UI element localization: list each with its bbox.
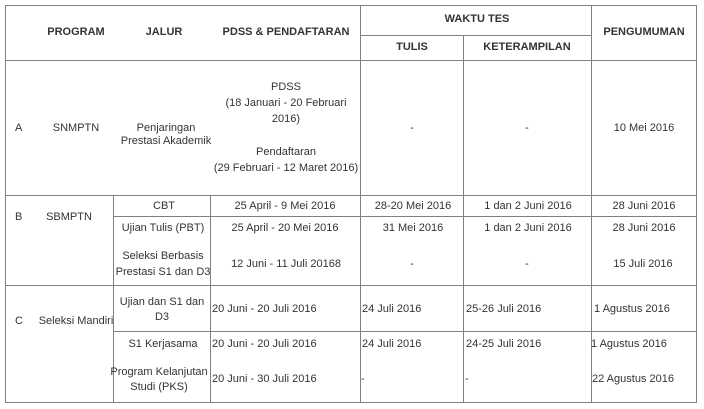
row-b-pbt-tulis: 31 Mei 2016 [382, 222, 444, 234]
row-c-pks-keterampilan: - [465, 373, 469, 385]
row-b-cbt-jalur: CBT [153, 200, 175, 212]
header-jalur: JALUR [145, 26, 183, 38]
row-b-prestasi-tulis: - [410, 258, 414, 270]
row-c-ujian-jalur-line1: Ujian dan S1 dan [119, 296, 205, 308]
header-tulis: TULIS [396, 41, 428, 53]
row-a-pengumuman: 10 Mei 2016 [613, 122, 675, 134]
row-c-pks-jalur-line1: Program Kelanjutan [110, 366, 208, 378]
header-pengumuman: PENGUMUMAN [603, 26, 685, 38]
row-c-ujian-keterampilan: 25-26 Juli 2016 [466, 303, 542, 315]
row-c-ujian-pengumuman: 1 Agustus 2016 [594, 303, 670, 315]
row-b-prestasi-jalur-line1: Seleksi Berbasis [122, 250, 204, 262]
row-c-kerjasama-pdss: 20 Juni - 20 Juli 2016 [212, 338, 317, 350]
row-c-letter: C [15, 315, 23, 327]
row-a-tulis: - [410, 122, 414, 134]
row-c-pks-jalur-line2: Studi (PKS) [130, 381, 188, 393]
row-c-program: Seleksi Mandiri [38, 315, 114, 327]
row-b-prestasi-keterampilan: - [525, 258, 529, 270]
row-c-pks-pengumuman: 22 Agustus 2016 [592, 373, 674, 385]
row-c-kerjasama-jalur: S1 Kerjasama [128, 338, 198, 350]
row-a-pdss-date-line2: 2016) [271, 113, 301, 125]
row-a-jalur-line1: Penjaringan [136, 122, 196, 134]
header-pdss-pendaftaran: PDSS & PENDAFTARAN [222, 26, 350, 38]
row-c-kerjasama-tulis: 24 Juli 2016 [362, 338, 422, 350]
row-b-letter: B [15, 211, 23, 223]
row-c-pks-pdss: 20 Juni - 30 Juli 2016 [212, 373, 317, 385]
row-b-cbt-keterampilan: 1 dan 2 Juni 2016 [484, 200, 572, 212]
row-c-kerjasama-pengumuman: 1 Agustus 2016 [591, 338, 667, 350]
row-b-prestasi-jalur-line2: Prestasi S1 dan D3 [115, 266, 211, 278]
row-a-jalur-line2: Prestasi Akademik [120, 135, 212, 147]
row-a-keterampilan: - [525, 122, 529, 134]
row-c-ujian-tulis: 24 Juli 2016 [362, 303, 422, 315]
row-b-cbt-pengumuman: 28 Juni 2016 [612, 200, 676, 212]
row-b-pbt-pdss: 25 April - 20 Mei 2016 [231, 222, 339, 234]
row-b-pbt-keterampilan: 1 dan 2 Juni 2016 [484, 222, 572, 234]
schedule-table [5, 5, 697, 403]
header-keterampilan: KETERAMPILAN [483, 41, 571, 53]
header-program: PROGRAM [47, 26, 105, 38]
row-b-cbt-pdss: 25 April - 9 Mei 2016 [234, 200, 336, 212]
row-b-program: SBMPTN [46, 211, 92, 223]
row-a-letter: A [15, 122, 23, 134]
row-a-pendaftaran-date: (29 Februari - 12 Maret 2016) [213, 162, 359, 174]
row-a-pdss-date-line1: (18 Januari - 20 Februari [225, 97, 347, 109]
row-c-ujian-pdss: 20 Juni - 20 Juli 2016 [212, 303, 317, 315]
row-b-cbt-tulis: 28-20 Mei 2016 [374, 200, 452, 212]
row-a-pendaftaran-label: Pendaftaran [256, 146, 316, 158]
row-b-prestasi-pdss: 12 Juni - 11 Juli 20168 [231, 258, 341, 270]
row-b-pbt-pengumuman: 28 Juni 2016 [612, 222, 676, 234]
row-c-kerjasama-keterampilan: 24-25 Juli 2016 [466, 338, 542, 350]
header-waktu-tes: WAKTU TES [444, 13, 510, 25]
row-b-prestasi-pengumuman: 15 Juli 2016 [613, 258, 673, 270]
row-a-pdss-label: PDSS [271, 81, 301, 93]
row-a-program: SNMPTN [52, 122, 100, 134]
row-b-pbt-jalur: Ujian Tulis (PBT) [121, 222, 205, 234]
row-c-ujian-jalur-line2: D3 [154, 311, 170, 323]
row-c-pks-tulis: - [361, 373, 365, 385]
